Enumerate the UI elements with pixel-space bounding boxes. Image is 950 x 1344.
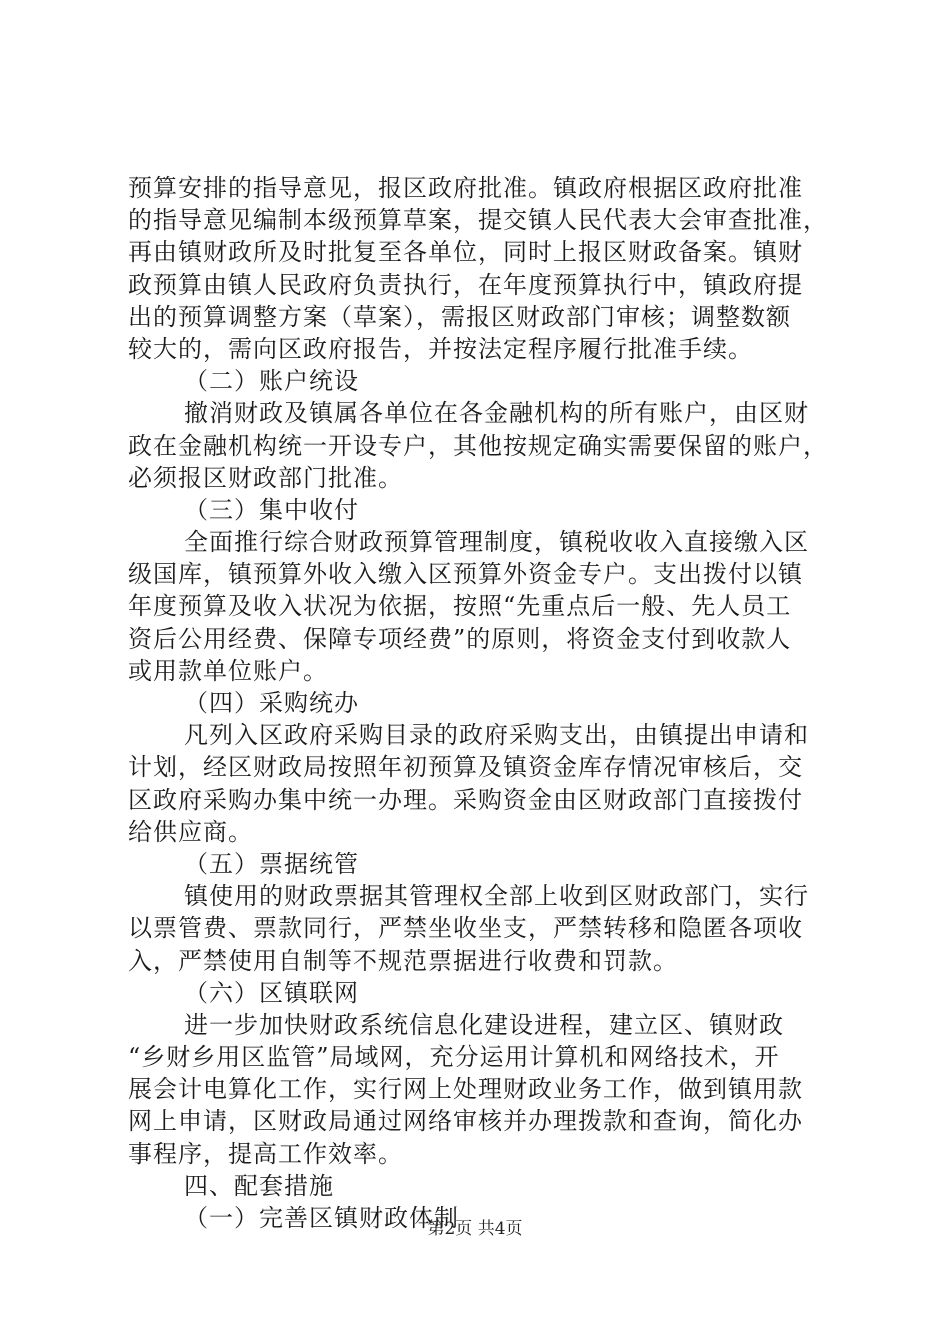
document-body <box>128 172 828 1234</box>
text-line: 全面推行综合财政预算管理制度，镇税收收入直接缴入区 <box>184 528 809 557</box>
text-line: 入，严禁使用自制等不规范票据进行收费和罚款。 <box>128 946 678 975</box>
text-line: 再由镇财政所及时批复至各单位，同时上报区财政备案。镇财 <box>128 238 803 267</box>
page-number: 第2页 共4页 <box>427 1219 523 1239</box>
text-line: 进一步加快财政系统信息化建设进程，建立区、镇财政 <box>184 1010 784 1039</box>
section-heading: 四、配套措施 <box>184 1171 334 1200</box>
text-line: 区政府采购办集中统一办理。采购资金由区财政部门直接拨付 <box>128 785 803 814</box>
section-heading: （四）采购统办 <box>184 689 359 717</box>
text-line: 展会计电算化工作，实行网上处理财政业务工作，做到镇用款 <box>128 1075 803 1104</box>
section-heading: （一）完善区镇财政体制 <box>184 1204 459 1232</box>
text-line: 级国库，镇预算外收入缴入区预算外资金专户。支出拨付以镇 <box>128 560 803 589</box>
text-line: 的指导意见编制本级预算草案，提交镇人民代表大会审查批准， <box>128 206 828 235</box>
text-line: “乡财乡用区监管”局域网，充分运用计算机和网络技术，开 <box>128 1043 780 1072</box>
text-line: 政预算由镇人民政府负责执行，在年度预算执行中，镇政府提 <box>128 270 803 299</box>
text-line: 以票管费、票款同行，严禁坐收坐支，严禁转移和隐匿各项收 <box>128 914 803 943</box>
text-line: 镇使用的财政票据其管理权全部上收到区财政部门，实行 <box>184 882 809 911</box>
text-line: 凡列入区政府采购目录的政府采购支出，由镇提出申请和 <box>184 721 809 750</box>
text-line: 或用款单位账户。 <box>128 656 328 685</box>
text-line: 较大的，需向区政府报告，并按法定程序履行批准手续。 <box>128 334 753 363</box>
text-line: 政在金融机构统一开设专户，其他按规定确实需要保留的账户， <box>128 431 828 460</box>
text-line: 撤消财政及镇属各单位在各金融机构的所有账户，由区财 <box>184 399 809 428</box>
text-line: 计划，经区财政局按照年初预算及镇资金库存情况审核后，交 <box>128 753 803 782</box>
text-line: 必须报区财政部门批准。 <box>128 463 403 492</box>
text-line: 出的预算调整方案（草案），需报区财政部门审核；调整数额 <box>128 302 791 331</box>
text-line: 年度预算及收入状况为依据，按照“先重点后一般、先人员工 <box>128 592 792 621</box>
section-heading: （三）集中收付 <box>184 495 359 524</box>
text-line: 事程序，提高工作效率。 <box>128 1139 403 1168</box>
section-heading: （二）账户统设 <box>184 367 359 396</box>
text-line: 给供应商。 <box>128 817 253 846</box>
section-heading: （六）区镇联网 <box>184 978 359 1007</box>
text-line: 预算安排的指导意见，报区政府批准。镇政府根据区政府批准 <box>128 174 803 202</box>
section-heading: （五）票据统管 <box>184 849 359 878</box>
text-line: 资后公用经费、保障专项经费”的原则，将资金支付到收款人 <box>128 624 792 653</box>
text-line: 网上申请，区财政局通过网络审核并办理拨款和查询，简化办 <box>128 1107 803 1136</box>
